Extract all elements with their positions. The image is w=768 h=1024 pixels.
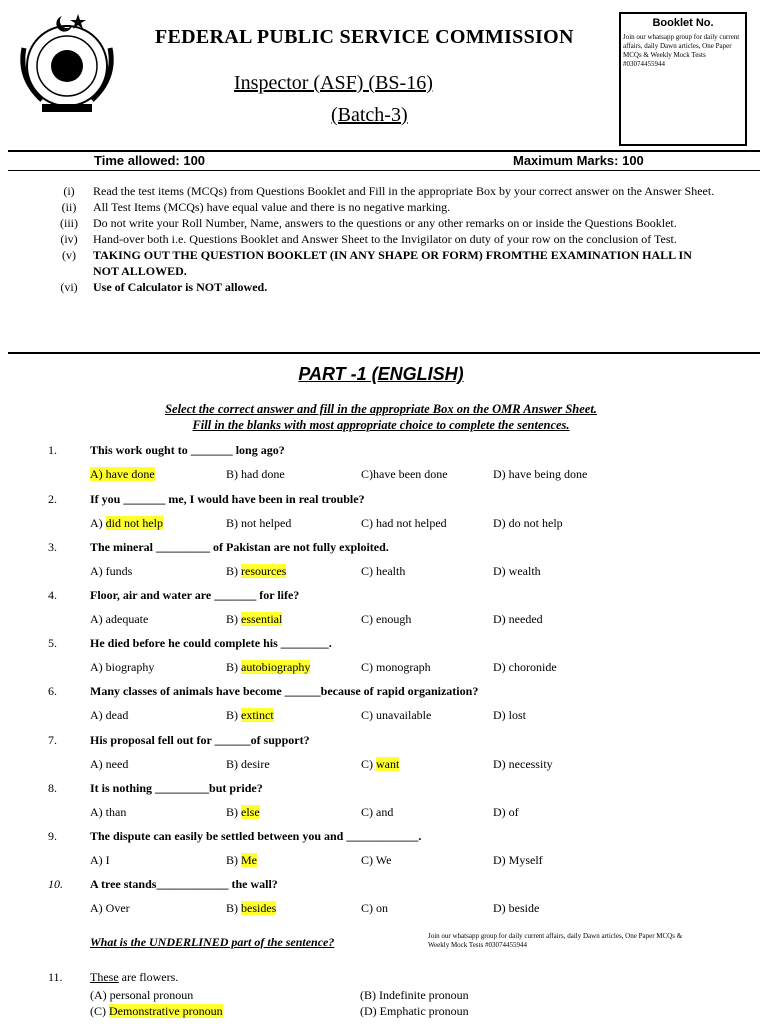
option-a[interactable]: A) I: [90, 853, 110, 867]
instruction-text: Use of Calculator is NOT allowed.: [93, 280, 268, 294]
option-text: A) have done: [90, 467, 155, 481]
option-d[interactable]: D) choronide: [493, 660, 557, 674]
option-text: did not help: [105, 516, 163, 530]
booklet-label: Booklet No.: [652, 17, 714, 29]
option-c[interactable]: C) enough: [361, 612, 412, 626]
option-b[interactable]: [226, 660, 310, 675]
question-stem: A tree stands____________ the wall?: [90, 877, 278, 891]
booklet-number-box: [619, 12, 747, 146]
option-b[interactable]: [226, 708, 274, 723]
instructions-list: [45, 183, 715, 295]
option-c[interactable]: C) monograph: [361, 660, 431, 674]
question-stem: The dispute can easily be settled between you and ____________.: [90, 829, 422, 843]
question-number: 11.: [48, 970, 63, 984]
option-letter: B): [226, 901, 241, 915]
option-a[interactable]: A) funds: [90, 564, 133, 578]
question-stem: [90, 970, 178, 985]
exam-post: Inspector (ASF) (BS-16): [234, 72, 433, 94]
option-b[interactable]: (B) Indefinite pronoun: [360, 988, 469, 1002]
option-text: resources: [241, 564, 287, 578]
promo-note: Join our whatsapp group for daily current affairs, daily Dawn articles, One Paper MCQs & Weekly Mock Tests #03074455944: [428, 932, 683, 949]
question-number: 7.: [48, 733, 57, 747]
option-letter: A): [90, 516, 106, 530]
question-stem: This work ought to _______ long ago?: [90, 443, 285, 457]
question-stem: Many classes of animals have become ______because of rapid organization?: [90, 684, 479, 698]
option-a[interactable]: (A) personal pronoun: [90, 988, 194, 1002]
divider: [8, 170, 760, 171]
instruction-number: (vi): [60, 280, 78, 294]
option-letter: C): [361, 757, 376, 771]
option-a[interactable]: [90, 516, 163, 531]
question-stem: The mineral _________ of Pakistan are not fully exploited.: [90, 540, 389, 554]
instruction-item: [45, 247, 715, 279]
option-a[interactable]: A) than: [90, 805, 127, 819]
option-d[interactable]: D) needed: [493, 612, 543, 626]
question-number: 3.: [48, 540, 57, 554]
question-number: 8.: [48, 781, 57, 795]
exam-batch: (Batch-3): [331, 104, 408, 126]
option-d[interactable]: D) necessity: [493, 757, 553, 771]
option-a[interactable]: A) dead: [90, 708, 129, 722]
option-text: besides: [241, 901, 277, 915]
instruction-item: [45, 199, 715, 215]
option-d[interactable]: D) Myself: [493, 853, 543, 867]
option-d[interactable]: D) beside: [493, 901, 540, 915]
instruction-text: TAKING OUT THE QUESTION BOOKLET (IN ANY SHAPE OR FORM) FROMTHE EXAMINATION HALL IN NOT ALLOWED.: [93, 248, 692, 278]
option-letter: (C): [90, 1004, 109, 1018]
instruction-number: (ii): [61, 200, 77, 214]
option-letter: B): [226, 660, 241, 674]
instruction-text: Read the test items (MCQs) from Questions Booklet and Fill in the appropriate Box by your correct answer on the Answer Sheet.: [93, 184, 715, 198]
question-number: 5.: [48, 636, 57, 650]
direction-line: Fill in the blanks with most appropriate choice to complete the sentences.: [192, 418, 570, 432]
instruction-item: [45, 215, 715, 231]
section-heading: What is the UNDERLINED part of the sentence?: [90, 935, 335, 949]
question-stem: It is nothing _________but pride?: [90, 781, 263, 795]
option-letter: B): [226, 612, 241, 626]
instruction-text: All Test Items (MCQs) have equal value and there is no negative marking.: [93, 200, 451, 214]
instruction-number: (iv): [60, 232, 78, 246]
instruction-text: Do not write your Roll Number, Name, answers to the questions or any other remarks on or inside the Questions Booklet.: [93, 216, 677, 230]
fpsc-seal-logo: [12, 8, 122, 118]
option-a[interactable]: A) Over: [90, 901, 130, 915]
option-d[interactable]: D) do not help: [493, 516, 563, 530]
question-stem: His proposal fell out for ______of support?: [90, 733, 310, 747]
page-title: FEDERAL PUBLIC SERVICE COMMISSION: [155, 26, 574, 48]
option-d[interactable]: (D) Emphatic pronoun: [360, 1004, 469, 1018]
option-c[interactable]: C) health: [361, 564, 406, 578]
instruction-text: Hand-over both i.e. Questions Booklet and Answer Sheet to the Invigilator on duty of your row on the conclusion of Test.: [93, 232, 677, 246]
instruction-number: (v): [62, 248, 76, 262]
question-stem: Floor, air and water are _______ for life?: [90, 588, 300, 602]
option-b[interactable]: B) not helped: [226, 516, 292, 530]
question-number: 1.: [48, 443, 57, 457]
question-stem: If you _______ me, I would have been in real trouble?: [90, 492, 365, 506]
option-letter: B): [226, 564, 241, 578]
option-d[interactable]: D) lost: [493, 708, 526, 722]
question-number: 2.: [48, 492, 57, 506]
option-c[interactable]: [361, 757, 399, 772]
option-d[interactable]: D) have being done: [493, 467, 588, 481]
question-number: 6.: [48, 684, 57, 698]
option-c[interactable]: C) We: [361, 853, 392, 867]
option-a[interactable]: [90, 467, 155, 482]
option-d[interactable]: D) of: [493, 805, 519, 819]
direction-line: Select the correct answer and fill in the appropriate Box on the OMR Answer Sheet.: [165, 402, 597, 416]
option-a[interactable]: A) biography: [90, 660, 155, 674]
option-text: else: [241, 805, 260, 819]
option-b[interactable]: [226, 564, 286, 579]
option-text: Demonstrative pronoun: [109, 1004, 223, 1018]
option-text: essential: [241, 612, 283, 626]
stem-rest: are flowers.: [118, 970, 179, 984]
option-text: want: [376, 757, 400, 771]
option-letter: B): [226, 708, 241, 722]
instruction-item: [45, 183, 715, 199]
instruction-number: (i): [63, 184, 75, 198]
option-c[interactable]: [90, 1004, 223, 1019]
option-b[interactable]: B) had done: [226, 467, 285, 481]
option-c[interactable]: C) on: [361, 901, 388, 915]
option-a[interactable]: A) need: [90, 757, 129, 771]
underlined-word: These: [90, 970, 119, 984]
part-title: PART -1 (ENGLISH): [298, 364, 464, 384]
option-c[interactable]: C) and: [361, 805, 394, 819]
question-number: 10.: [48, 877, 63, 891]
booklet-note: Join our whatsapp group for daily current affairs, daily Dawn articles, One Paper MCQs & Weekly Mock Tests #03074455944: [623, 33, 740, 68]
instruction-item: [45, 279, 715, 295]
option-a[interactable]: A) adequate: [90, 612, 149, 626]
option-letter: B): [226, 805, 241, 819]
maximum-marks: Maximum Marks: 100: [513, 153, 644, 168]
instruction-number: (iii): [60, 216, 78, 230]
time-allowed: Time allowed: 100: [94, 153, 206, 168]
option-text: Me: [241, 853, 257, 867]
question-stem: He died before he could complete his ________.: [90, 636, 332, 650]
instruction-item: [45, 231, 715, 247]
option-b[interactable]: [226, 853, 257, 868]
option-c[interactable]: C) had not helped: [361, 516, 447, 530]
option-b[interactable]: [226, 901, 276, 916]
option-b[interactable]: [226, 612, 282, 627]
option-c[interactable]: C)have been done: [361, 467, 448, 481]
option-letter: B): [226, 853, 241, 867]
question-number: 4.: [48, 588, 57, 602]
option-b[interactable]: B) desire: [226, 757, 270, 771]
question-number: 9.: [48, 829, 57, 843]
option-b[interactable]: [226, 805, 260, 820]
divider: [8, 150, 760, 152]
option-text: extinct: [241, 708, 274, 722]
divider: [8, 352, 760, 354]
option-text: autobiography: [241, 660, 311, 674]
option-c[interactable]: C) unavailable: [361, 708, 432, 722]
option-d[interactable]: D) wealth: [493, 564, 541, 578]
